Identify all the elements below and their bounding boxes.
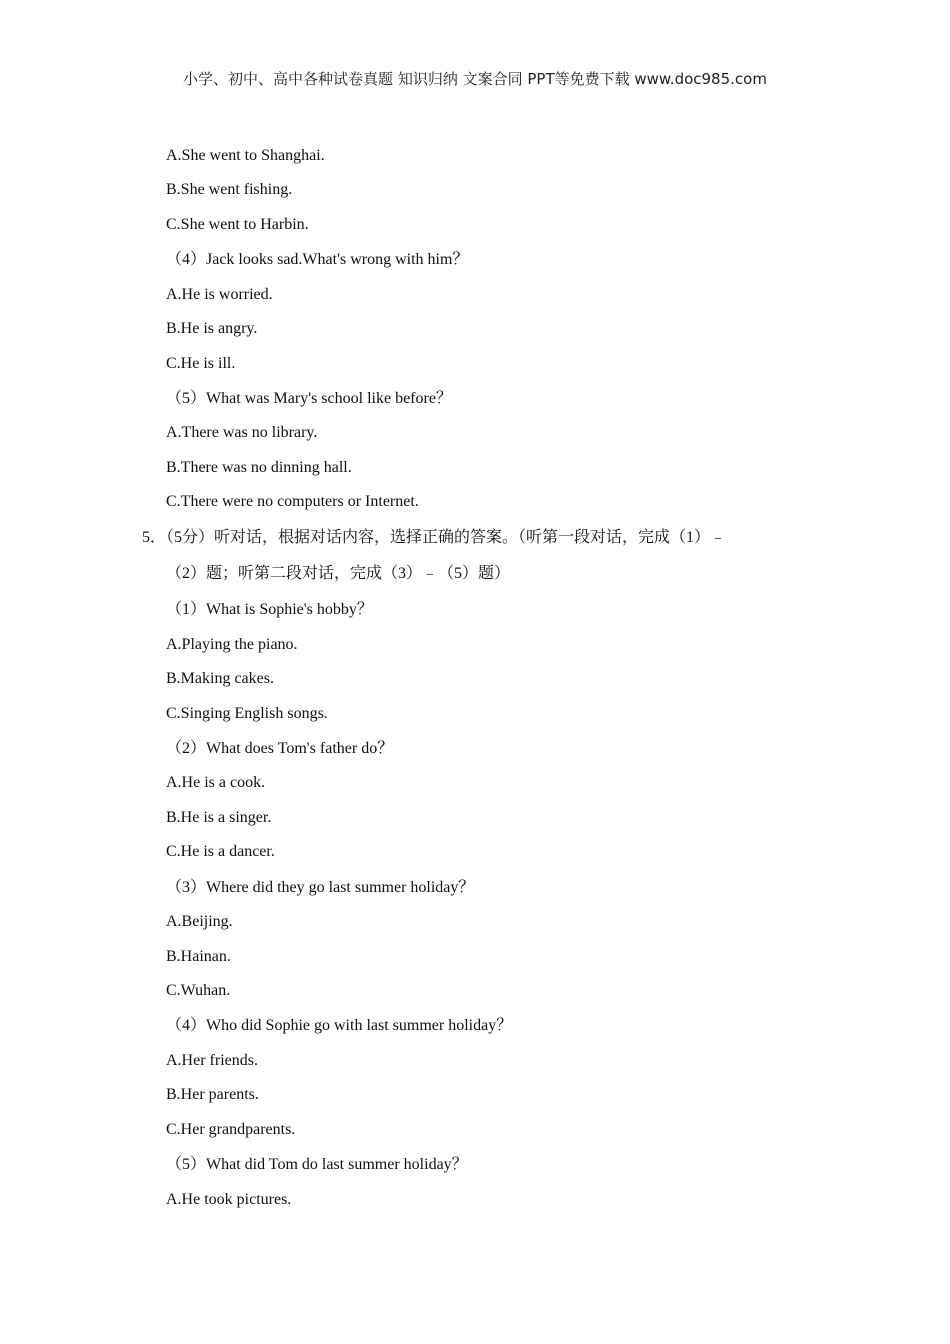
question-text: （1）What is Sophie's hobby？ <box>166 601 373 618</box>
section-instruction-continued: （2）题；听第二段对话，完成（3）﹣（5）题） <box>166 565 511 582</box>
option-text: B.There was no dinning hall. <box>166 459 352 476</box>
section-instruction: 5．（5分）听对话，根据对话内容，选择正确的答案。（听第一段对话，完成（1）﹣ <box>142 529 727 546</box>
option-text: C.She went to Harbin. <box>166 216 309 233</box>
question-text: （5）What was Mary's school like before？ <box>166 390 452 407</box>
option-text: B.Making cakes. <box>166 670 274 687</box>
option-text: B.Hainan. <box>166 948 231 965</box>
option-text: B.He is a singer. <box>166 809 272 826</box>
question-text: （4）Who did Sophie go with last summer holiday？ <box>166 1017 513 1034</box>
option-text: C.Singing English songs. <box>166 705 328 722</box>
option-text: A.He took pictures. <box>166 1191 292 1208</box>
option-text: C.He is a dancer. <box>166 843 275 860</box>
option-text: B.Her parents. <box>166 1086 259 1103</box>
question-text: （4）Jack looks sad.What's wrong with him？ <box>166 251 469 268</box>
option-text: C.Her grandparents. <box>166 1121 296 1138</box>
question-text: （2）What does Tom's father do？ <box>166 740 394 757</box>
option-text: A.Playing the piano. <box>166 636 298 653</box>
option-text: C.There were no computers or Internet. <box>166 493 419 510</box>
option-text: B.She went fishing. <box>166 181 293 198</box>
page-header: 小学、初中、高中各种试卷真题 知识归纳 文案合同 PPT等免费下载 www.doc985.com <box>183 70 767 88</box>
option-text: A.Beijing. <box>166 913 233 930</box>
option-text: B.He is angry. <box>166 320 258 337</box>
option-text: A.He is a cook. <box>166 774 266 791</box>
option-text: C.He is ill. <box>166 355 236 372</box>
option-text: A.Her friends. <box>166 1052 258 1069</box>
question-text: （3）Where did they go last summer holiday？ <box>166 879 475 896</box>
option-text: A.There was no library. <box>166 424 318 441</box>
option-text: A.He is worried. <box>166 286 273 303</box>
question-text: （5）What did Tom do last summer holiday？ <box>166 1156 468 1173</box>
option-text: C.Wuhan. <box>166 982 231 999</box>
option-text: A.She went to Shanghai. <box>166 147 325 164</box>
